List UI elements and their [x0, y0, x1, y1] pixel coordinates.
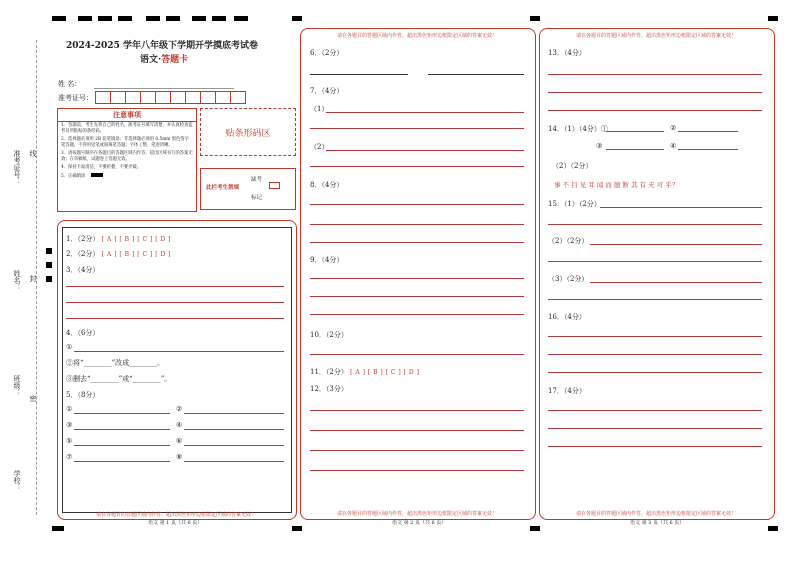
- answer-line[interactable]: [548, 74, 762, 75]
- answer-line[interactable]: [310, 204, 524, 205]
- q17-label: 17．（4分）: [548, 387, 586, 395]
- q4-sub-1: ①: [66, 343, 73, 351]
- answer-line[interactable]: [606, 149, 664, 150]
- answer-line[interactable]: [66, 302, 284, 303]
- answer-line[interactable]: [548, 92, 762, 93]
- answer-line[interactable]: [184, 429, 284, 430]
- absent-label-2: 标记: [251, 195, 263, 201]
- timing-mark: [530, 526, 540, 531]
- answer-line[interactable]: [66, 318, 284, 319]
- answer-line[interactable]: [184, 461, 284, 462]
- id-boxes[interactable]: [95, 91, 245, 104]
- answer-line[interactable]: [548, 299, 762, 300]
- q5-label: 5．（8分）: [66, 391, 100, 399]
- q7-sub-1: （1）: [310, 105, 329, 113]
- q2-choices[interactable]: [ A ] [ B ] [ C ] [ D ]: [101, 251, 172, 258]
- q9-label: 9．（4分）: [310, 256, 344, 264]
- warning-bottom-3: 请在各题目的答题区域内作答，超出黑色矩形边框限定区域的答案无效！: [575, 511, 736, 517]
- answer-line[interactable]: [310, 224, 524, 225]
- timing-mark: [768, 16, 778, 21]
- side-label-name: 姓名：: [13, 270, 21, 291]
- timing-mark: [52, 16, 66, 21]
- timing-mark: [192, 16, 206, 21]
- notice-box: [57, 108, 197, 212]
- name-field[interactable]: [94, 88, 234, 89]
- warning-bottom-2: 请在各题目的答题区域内作答，超出黑色矩形边框限定区域的答案无效！: [336, 511, 497, 517]
- q14-1-mark-2: ②: [670, 124, 677, 132]
- q6-label: 6．（2分）: [310, 49, 344, 57]
- answer-line[interactable]: [310, 410, 524, 411]
- answer-line[interactable]: [184, 413, 284, 414]
- answer-line[interactable]: [310, 74, 408, 75]
- answer-line[interactable]: [548, 446, 762, 447]
- answer-line[interactable]: [590, 282, 762, 283]
- absent-box: [200, 168, 296, 210]
- filled-sample-icon: [91, 173, 103, 177]
- timing-mark: [292, 526, 302, 531]
- q5-mark-2: ②: [176, 405, 183, 413]
- answer-line[interactable]: [310, 354, 524, 355]
- notice-title: 注意事项: [58, 109, 196, 122]
- answer-line[interactable]: [66, 286, 284, 287]
- answer-line[interactable]: [548, 261, 762, 262]
- page-footer-2: 语文 第 2 页（共 6 页）: [392, 520, 447, 526]
- barcode-label: 贴条形码区: [225, 128, 271, 139]
- q15-3-label: （3）（2分）: [548, 275, 589, 283]
- page-footer-3: 语文 第 3 页（共 6 页）: [630, 520, 685, 526]
- q5-mark-7: ⑦: [66, 453, 73, 461]
- timing-mark: [52, 526, 64, 531]
- answer-line[interactable]: [548, 336, 762, 337]
- answer-line[interactable]: [600, 207, 762, 208]
- barcode-area: [200, 108, 296, 156]
- q5-mark-6: ⑥: [176, 437, 183, 445]
- side-label-banji: 班级：: [13, 375, 21, 396]
- warning-top-2: 请在各题目的答题区域内作答，超出黑色矩形边框限定区域的答案无效！: [336, 33, 497, 39]
- timing-mark: [234, 16, 248, 21]
- q14-1-mark-4: ④: [670, 142, 677, 150]
- timing-mark: [768, 526, 778, 531]
- absent-note: 此栏考生禁填: [206, 185, 240, 191]
- timing-mark: [78, 16, 92, 21]
- timing-mark: [46, 262, 52, 268]
- timing-mark: [292, 16, 302, 21]
- absent-checkbox[interactable]: [269, 182, 280, 189]
- answer-line[interactable]: [184, 445, 284, 446]
- timing-mark: [530, 16, 540, 21]
- id-label: 准考证号：: [58, 94, 93, 102]
- answer-line[interactable]: [74, 413, 170, 414]
- q1-label: 1．（2分） [ A ] [ B ] [ C ] [ D ]: [66, 235, 172, 243]
- answer-line[interactable]: [310, 314, 524, 315]
- q7-label: 7．（4分）: [310, 87, 344, 95]
- answer-line[interactable]: [590, 244, 762, 245]
- answer-line[interactable]: [606, 131, 664, 132]
- answer-line[interactable]: [428, 74, 524, 75]
- side-label-zkz: 准考证号：: [13, 150, 21, 185]
- answer-line[interactable]: [310, 450, 524, 451]
- answer-line[interactable]: [678, 149, 738, 150]
- q4-label: 4．（6分）: [66, 329, 100, 337]
- answer-line[interactable]: [548, 224, 762, 225]
- answer-line[interactable]: [310, 242, 524, 243]
- card-label: 答题卡: [161, 55, 189, 65]
- q14-1-label: 14．（1）（4分）①: [548, 125, 608, 133]
- q15-1-label: 15．（1）（2分）: [548, 200, 601, 208]
- answer-line[interactable]: [548, 428, 762, 429]
- q14-sentence: 事 不 目 见 耳 闻 而 臆 断 其 有 无 可 乎？: [554, 181, 679, 189]
- page-footer-1: 语文 第 1 页（共 6 页）: [148, 520, 203, 526]
- answer-line[interactable]: [310, 128, 524, 129]
- answer-region-2: [300, 28, 536, 520]
- subject-label: 语文: [140, 55, 159, 65]
- answer-line[interactable]: [310, 470, 524, 471]
- page-title: 2024-2025 学年八年级下学期开学摸底考试卷: [66, 41, 258, 51]
- q2-label: 2．（2分） [ A ] [ B ] [ C ] [ D ]: [66, 250, 172, 258]
- absent-label-1: 缺考: [251, 177, 263, 183]
- answer-line[interactable]: [74, 461, 170, 462]
- q8-label: 8．（4分）: [310, 181, 344, 189]
- q11-label: 11．（2分） [ A ] [ B ] [ C ] [ D ]: [310, 368, 420, 376]
- q5-mark-3: ③: [66, 421, 73, 429]
- answer-line[interactable]: [326, 112, 524, 113]
- q16-label: 16．（4分）: [548, 313, 586, 321]
- answer-line[interactable]: [310, 166, 524, 167]
- warning-top-3: 请在各题目的答题区域内作答，超出黑色矩形边框限定区域的答案无效！: [575, 33, 736, 39]
- q14-1-mark-3: ③: [596, 142, 603, 150]
- answer-line[interactable]: [310, 296, 524, 297]
- q14-2-label: （2）（2分）: [552, 162, 593, 170]
- answer-line[interactable]: [548, 110, 762, 111]
- q4-sub-2: ②将“________”改成________。: [66, 359, 165, 367]
- timing-mark: [46, 276, 52, 282]
- answer-line[interactable]: [74, 445, 170, 446]
- notice-item-3: 3．请按题号顺序在各题目的答题区域内作答，超出区域书写的答案无效；在草稿纸、试题卷上答题无效。: [61, 151, 193, 162]
- q3-label: 3．（4分）: [66, 266, 100, 274]
- timing-mark: [166, 16, 180, 21]
- q4-sub-3: ③删去“________”或“________”。: [66, 375, 172, 383]
- timing-mark: [98, 16, 112, 21]
- card-subtitle: [140, 52, 188, 65]
- answer-line[interactable]: [310, 278, 524, 279]
- answer-line[interactable]: [548, 354, 762, 355]
- q15-2-label: （2）（2分）: [548, 237, 589, 245]
- name-label: 姓 名：: [58, 80, 82, 88]
- answer-line[interactable]: [548, 372, 762, 373]
- subtitle-sep: ·: [158, 55, 162, 65]
- side-label-feng: 封: [29, 275, 37, 282]
- answer-line[interactable]: [326, 150, 524, 151]
- q10-label: 10．（2分）: [310, 331, 348, 339]
- q1-choices[interactable]: [ A ] [ B ] [ C ] [ D ]: [101, 236, 172, 243]
- answer-line[interactable]: [678, 131, 738, 132]
- notice-item-2: 2．选择题必须用 2B 铅笔填涂；非选择题必须用 0.5mm 黑色签字笔答题，不得用铅笔或圆珠笔答题；字体工整、笔迹清晰。: [61, 137, 189, 148]
- notice-item-1: 1．答题前，考生先将自己的姓名，准考证号填写清楚，并认真检查监考员所粘贴的条形码。: [61, 123, 193, 134]
- side-label-xian: 线: [29, 150, 37, 157]
- q5-mark-4: ④: [176, 421, 183, 429]
- notice-item-5: 5．正确填涂: [61, 174, 86, 179]
- q12-label: 12．（3分）: [310, 385, 348, 393]
- timing-mark: [212, 16, 226, 21]
- q13-label: 13．（4分）: [548, 49, 586, 57]
- notice-item-4: 4．保持卡面清洁，不要折叠、不要弄破。: [61, 165, 142, 170]
- q7-sub-2: （2）: [310, 143, 329, 151]
- q5-mark-1: ①: [66, 405, 73, 413]
- answer-line[interactable]: [548, 410, 762, 411]
- timing-mark: [146, 16, 160, 21]
- warning-bottom-1: 请在各题目的答题区域内作答，超出黑色矩形边框限定区域的答案无效！: [95, 512, 256, 518]
- timing-mark: [46, 248, 52, 254]
- answer-line[interactable]: [74, 429, 170, 430]
- side-label-school: 学校：: [13, 470, 21, 491]
- answer-line[interactable]: [74, 351, 284, 352]
- side-label-mi: 密: [29, 395, 37, 402]
- q11-choices[interactable]: [ A ] [ B ] [ C ] [ D ]: [350, 369, 420, 376]
- answer-line[interactable]: [310, 430, 524, 431]
- q5-mark-5: ⑤: [66, 437, 73, 445]
- q5-mark-8: ⑧: [176, 453, 183, 461]
- timing-mark: [118, 16, 132, 21]
